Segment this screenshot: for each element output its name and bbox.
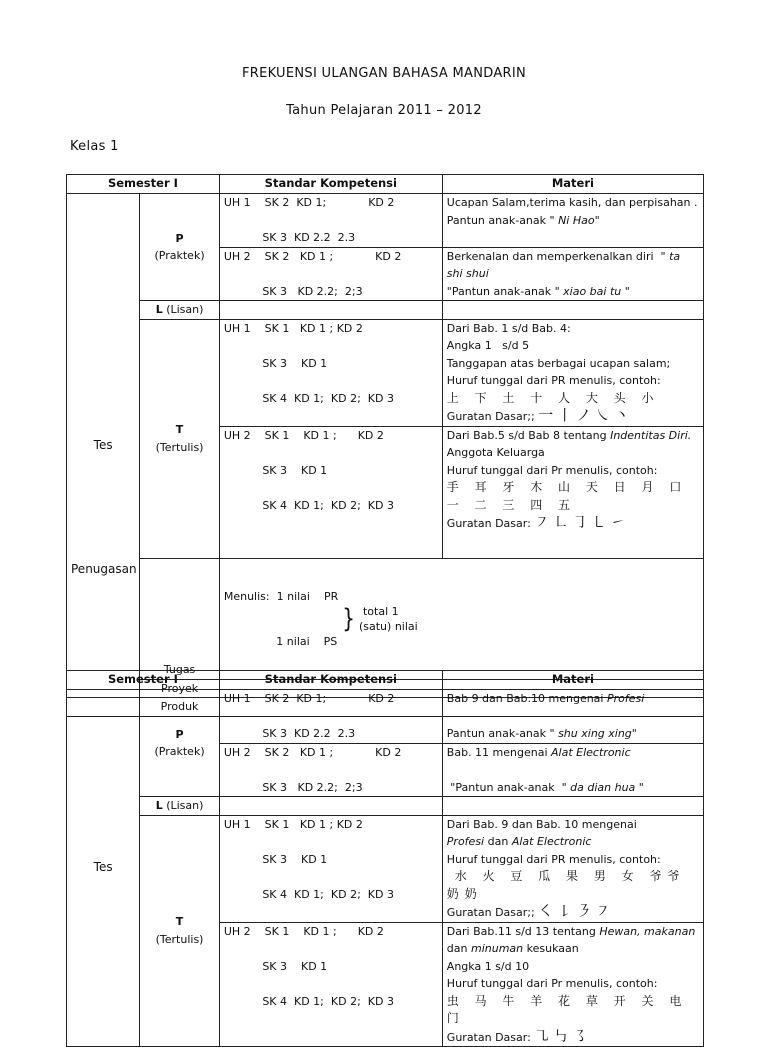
class-label: Kelas 1 (70, 139, 119, 154)
empty-cell (442, 301, 703, 320)
praktek-cell (140, 690, 220, 797)
tertulis-cell (140, 815, 220, 1047)
sk-cell: UH 1 SK 1 KD 1 ; KD 2 SK 3 KD 1 SK 4 KD 1; KD 2; KD 3 (219, 815, 442, 922)
materi-text: "Pantun anak-anak " (446, 780, 571, 794)
header-materi: Materi (442, 175, 703, 194)
materi-text: Pantun anak-anak " (446, 727, 559, 740)
lisan-label: (Lisan) (162, 799, 204, 812)
materi-italic: xiao bai tu (563, 284, 622, 298)
l-label: L (155, 799, 163, 812)
materi-text: Huruf tunggal dari PR menulis, contoh: (446, 852, 661, 866)
table-header-row (67, 175, 704, 194)
menulis-cell (219, 558, 703, 679)
praktek-label: (Praktek) (154, 745, 205, 758)
materi-cell (442, 922, 703, 1047)
materi-italic: shu xing xing (558, 727, 632, 740)
menulis-pr: Menulis: 1 nilai PR (223, 589, 339, 603)
document-subtitle: Tahun Pelajaran 2011 – 2012 (286, 103, 482, 118)
tes-label: Tes (67, 690, 140, 1047)
tertulis-cell (140, 319, 220, 558)
materi-text: dan (484, 835, 512, 848)
table-header-row (67, 671, 704, 690)
total-note: (satu) nilai (358, 619, 418, 633)
guratan-label: Guratan Dasar;; (446, 410, 535, 423)
l-label: L (155, 303, 163, 316)
materi-text: dan (446, 942, 471, 955)
materi-cell: Berkenalan dan memperkenalkan diri " ta shi shui "Pantun anak-anak " xiao bai tu " (442, 247, 703, 301)
materi-text: Dari Bab. 1 s/d Bab. 4: Angka 1 s/d 5 Tanggapan atas berbagai ucapan salam; Huruf tunggal dari PR menulis, contoh: (446, 321, 671, 387)
materi-cell: Bab. 11 mengenai Alat Electronic "Pantun anak-anak " da dian hua " (442, 743, 703, 797)
materi-cell (442, 815, 703, 922)
materi-italic: da dian hua (570, 780, 636, 794)
materi-text: kesukaan (523, 942, 579, 955)
brace-icon: } (342, 602, 355, 634)
sk-cell: UH 2 SK 2 KD 1 ; KD 2 SK 3 KD 2.2; 2;3 (219, 743, 442, 797)
produk-label: Produk (140, 698, 220, 717)
hanzi-examples: 上 下 土 十 人 大 头 小 (446, 390, 660, 405)
materi-italic: Hewan, makanan (599, 924, 696, 938)
hanzi-examples: 手 耳 牙 木 山 天 日 月 口 一 二 三 四 五 (446, 480, 688, 512)
sk-cell: UH 2 SK 2 KD 1 ; KD 2 SK 3 KD 2.2; 2;3 (219, 247, 442, 301)
materi-text: Angka 1 s/d 10 Huruf tunggal dari Pr menulis, contoh: (446, 959, 658, 990)
materi-cell (442, 319, 703, 426)
total-label: total 1 (362, 604, 399, 618)
hanzi-examples: 水 火 豆 瓜 果 男 女 爷爷 奶奶 (446, 869, 686, 901)
lisan-cell (140, 301, 220, 320)
header-materi: Materi (442, 671, 703, 690)
materi-italic: Alat Electronic (511, 835, 592, 848)
document-title: FREKUENSI ULANGAN BAHASA MANDARIN (241, 66, 527, 81)
header-standar-kompetensi: Standar Kompetensi (219, 671, 442, 690)
materi-text: Berkenalan dan memperkenalkan diri " (446, 249, 670, 263)
t-label: T (175, 915, 184, 929)
sk-cell: UH 1 SK 1 KD 1 ; KD 2 SK 3 KD 1 SK 4 KD 1; KD 2; KD 3 (219, 319, 442, 426)
stroke-examples: ㇈㇉㇌ (534, 1026, 592, 1045)
t-label: T (175, 423, 184, 436)
frequency-table-1 (66, 174, 704, 717)
praktek-label: (Praktek) (154, 249, 205, 262)
stroke-examples: ㇇㇗㇆㇄㇀ (534, 513, 630, 531)
materi-cell: Bab 9 dan Bab.10 mengenai Profesi Pantun anak-anak " shu xing xing" (442, 690, 703, 744)
materi-text: Ucapan Salam,terima kasih, dan perpisahan . Pantun anak-anak " (446, 196, 698, 227)
lisan-cell (140, 797, 220, 816)
proyek-label: Proyek (140, 679, 220, 698)
header-standar-kompetensi: Standar Kompetensi (219, 175, 442, 194)
praktek-cell (140, 194, 220, 301)
menulis-ps: 1 nilai PS (223, 634, 338, 648)
materi-text: Bab 9 dan Bab.10 mengenai (446, 692, 607, 705)
materi-text: Bab. 11 mengenai (446, 745, 552, 759)
materi-italic: Alat Electronic (551, 745, 631, 759)
sk-cell: UH 2 SK 1 KD 1 ; KD 2 SK 3 KD 1 SK 4 KD 1; KD 2; KD 3 (219, 922, 442, 1047)
lisan-label: (Lisan) (162, 303, 204, 316)
materi-italic: Indentitas Diri. (610, 428, 692, 442)
p-label: P (175, 727, 184, 741)
stroke-examples: ㇛㇙㇋㇇ (538, 902, 615, 920)
frequency-table-2 (66, 670, 704, 1047)
materi-text: Dari Bab. 9 dan Bab. 10 mengenai (446, 817, 637, 831)
guratan-label: Guratan Dasar;; (446, 906, 535, 919)
stroke-examples: 一丨ノ㇏丶 (538, 406, 634, 424)
p-label: P (175, 231, 184, 245)
materi-cell (442, 426, 703, 558)
materi-italic: minuman (471, 942, 524, 955)
materi-italic: Ni Hao (558, 213, 595, 227)
materi-text: Dari Bab.5 s/d Bab 8 tentang (446, 428, 611, 442)
empty-cell (219, 301, 442, 320)
guratan-label: Guratan Dasar: (446, 1030, 531, 1044)
materi-italic: ta shi shui (446, 249, 681, 280)
sk-cell: UH 1 SK 2 KD 1; KD 2 SK 3 KD 2.2 2.3 (219, 194, 442, 248)
sk-cell: UH 1 SK 2 KD 1; KD 2 SK 3 KD 2.2 2.3 (219, 690, 442, 744)
tugas-label: Tugas (140, 558, 220, 679)
empty-cell (442, 797, 703, 816)
header-semester: Semester I (67, 671, 220, 690)
hanzi-examples: 虫 马 牛 羊 花 草 开 关 电 门 (446, 993, 688, 1025)
empty-cell (219, 797, 442, 816)
header-semester: Semester I (67, 175, 220, 194)
materi-italic: Profesi (446, 835, 485, 848)
materi-text: "Pantun anak-anak " (446, 284, 564, 298)
materi-cell: Ucapan Salam,terima kasih, dan perpisahan . Pantun anak-anak " Ni Hao" (442, 194, 703, 248)
guratan-label: Guratan Dasar: (446, 517, 531, 530)
tertulis-label: (Tertulis) (155, 440, 204, 454)
sk-cell: UH 2 SK 1 KD 1 ; KD 2 SK 3 KD 1 SK 4 KD 1; KD 2; KD 3 (219, 426, 442, 558)
materi-text: Dari Bab.11 s/d 13 tentang (446, 924, 600, 938)
tes-label: Tes (67, 194, 140, 698)
penugasan-label: Penugasan (71, 562, 137, 576)
materi-italic: Profesi (606, 692, 645, 705)
materi-text: Anggota Keluarga Huruf tunggal dari Pr menulis, contoh: (446, 446, 658, 477)
tertulis-label: (Tertulis) (155, 932, 204, 946)
